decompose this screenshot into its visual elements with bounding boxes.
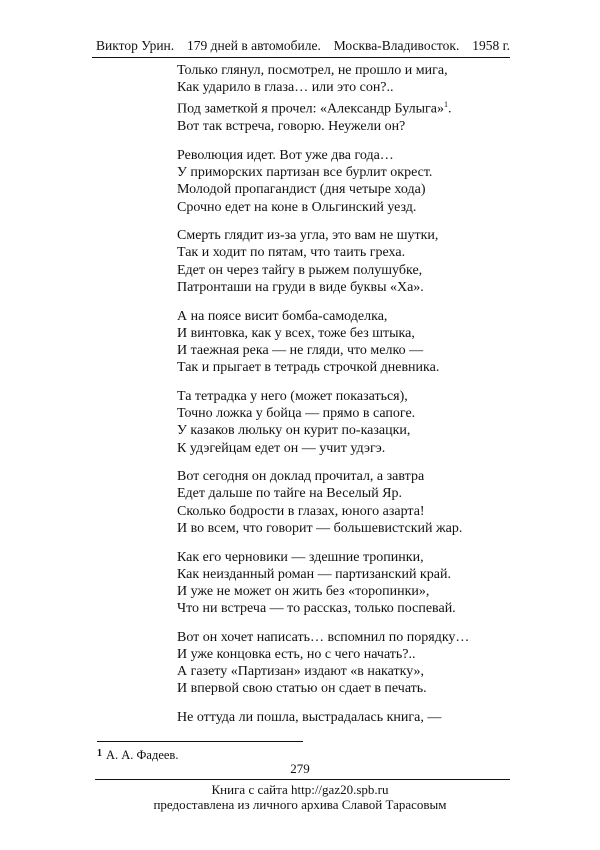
poem-line — [177, 629, 469, 646]
poem-line — [177, 199, 469, 216]
stanza — [177, 388, 469, 457]
footnote-reference[interactable]: 1 — [443, 100, 448, 110]
footer — [0, 782, 600, 812]
poem-line — [177, 359, 469, 376]
footer-source: Книга с сайта http://gaz20.spb.ru — [211, 782, 389, 797]
poem-line — [177, 96, 469, 118]
stanza — [177, 549, 469, 618]
poem-line — [177, 503, 469, 520]
stanza — [177, 709, 469, 726]
poem-line-text: А на поясе висит бомба-самоделка, — [177, 308, 388, 324]
poem-line-text: Только глянул, посмотрел, не прошло и мига, — [177, 63, 448, 78]
header-year: 1958 г. — [472, 38, 510, 53]
header-title: 179 дней в автомобиле. — [187, 38, 321, 53]
poem-line — [177, 118, 469, 135]
poem-line-text: Что ни встреча — то рассказ, только поспевай. — [177, 601, 456, 617]
poem-line-text: А газету «Партизан» издают «в накатку», — [177, 664, 425, 680]
poem-line-text: Так и прыгает в тетрадь строчкой дневника. — [177, 360, 440, 376]
poem-line — [177, 325, 469, 342]
poem-line — [177, 342, 469, 359]
poem-line — [177, 646, 469, 663]
poem-line-text: Как ударило в глаза… или это сон?.. — [177, 80, 394, 96]
poem-line-text: Вот сегодня он доклад прочитал, а завтра — [177, 469, 425, 485]
poem-line-text: Вот так встреча, говорю. Неужели он? — [177, 119, 406, 135]
poem-line — [177, 709, 469, 726]
stanza — [177, 227, 469, 296]
poem-line — [177, 279, 469, 296]
footer-rule — [95, 779, 510, 780]
page-number: 279 — [290, 761, 310, 776]
stanza — [177, 468, 469, 537]
footnote-rule — [97, 741, 303, 742]
poem-line-text: У приморских партизан все бурлит окрест. — [177, 165, 433, 181]
poem-line — [177, 147, 469, 164]
poem-line-text: Не оттуда ли пошла, выстрадалась книга, — — [177, 710, 442, 726]
poem-line — [177, 244, 469, 261]
header-route: Москва-Владивосток. — [333, 38, 460, 53]
poem-line — [177, 520, 469, 537]
poem-line-text: Срочно едет на коне в Ольгинский уезд. — [177, 199, 417, 215]
poem-line-text: И таежная река — не гляди, что мелко — — [177, 343, 424, 358]
punctuation: . — [447, 102, 452, 118]
poem-line-text: Патронташи на груди в виде буквы «Ха». — [177, 279, 424, 295]
poem-line-text: Как его черновики — здешние тропинки, — [177, 549, 424, 565]
poem-line — [177, 227, 469, 244]
poem-line-text: Революция идет. Вот уже два года… — [177, 147, 394, 163]
poem-line — [177, 262, 469, 279]
poem-line — [177, 422, 469, 439]
poem-line — [177, 79, 469, 96]
running-header — [96, 38, 510, 54]
poem-line-text: Едет он через тайгу в рыжем полушубке, — [177, 262, 423, 278]
poem-line-text: И уже не может он жить без «торопинки», — [177, 583, 430, 599]
poem-line — [177, 164, 469, 181]
stanza — [177, 147, 469, 216]
poem-line-text: Сколько бодрости в глазах, юного азарта! — [177, 503, 425, 519]
poem-line-text: Под заметкой я прочел: «Александр Булыга» — [177, 102, 444, 118]
poem-line — [177, 440, 469, 457]
footer-credit: предоставлена из личного архива Славой Тарасовым — [153, 797, 447, 812]
poem-line — [177, 583, 469, 600]
poem-line-text: Та тетрадка у него (может показаться), — [177, 388, 408, 404]
poem-line-text: И впервой свою статью он сдает в печать. — [177, 681, 427, 697]
poem-line-text: И уже концовка есть, но с чего начать?.. — [177, 647, 416, 663]
poem-line — [177, 405, 469, 422]
poem-line — [177, 600, 469, 617]
poem-line — [177, 308, 469, 325]
poem-line — [177, 566, 469, 583]
footnote-mark: 1 — [97, 748, 102, 759]
poem-line-text: Точно ложка у бойца — прямо в сапоге. — [177, 406, 416, 422]
poem-line-text: И во всем, что говорит — большевистский жар. — [177, 520, 463, 536]
poem-line — [177, 181, 469, 198]
header-author: Виктор Урин. — [96, 38, 175, 53]
poem-line — [177, 468, 469, 485]
poem-body — [177, 62, 469, 738]
poem-line-text: Как неизданный роман — партизанский край. — [177, 566, 451, 582]
stanza — [177, 308, 469, 377]
stanza — [177, 62, 469, 135]
footnote-text: А. А. Фадеев. — [106, 748, 179, 762]
poem-line — [177, 663, 469, 680]
poem-line — [177, 680, 469, 697]
poem-line-text: И винтовка, как у всех, тоже без штыка, — [177, 325, 415, 341]
poem-line-text: Вот он хочет написать… вспомнил по порядку… — [177, 629, 470, 645]
poem-line — [177, 388, 469, 405]
poem-line-text: Молодой пропагандист (дня четыре хода) — [177, 182, 426, 198]
poem-line-text: Так и ходит по пятам, что таить греха. — [177, 245, 406, 261]
poem-line-text: К удэгейцам едет он — учит удэгэ. — [177, 440, 386, 456]
poem-line-text: Смерть глядит из-за угла, это вам не шутки, — [177, 228, 439, 244]
stanza — [177, 629, 469, 698]
header-rule — [92, 57, 510, 58]
poem-line-text: Едет дальше по тайге на Веселый Яр. — [177, 486, 403, 502]
poem-line — [177, 62, 469, 79]
poem-line — [177, 549, 469, 566]
poem-line — [177, 485, 469, 502]
poem-line-text: У казаков люльку он курит по-казацки, — [177, 423, 411, 439]
